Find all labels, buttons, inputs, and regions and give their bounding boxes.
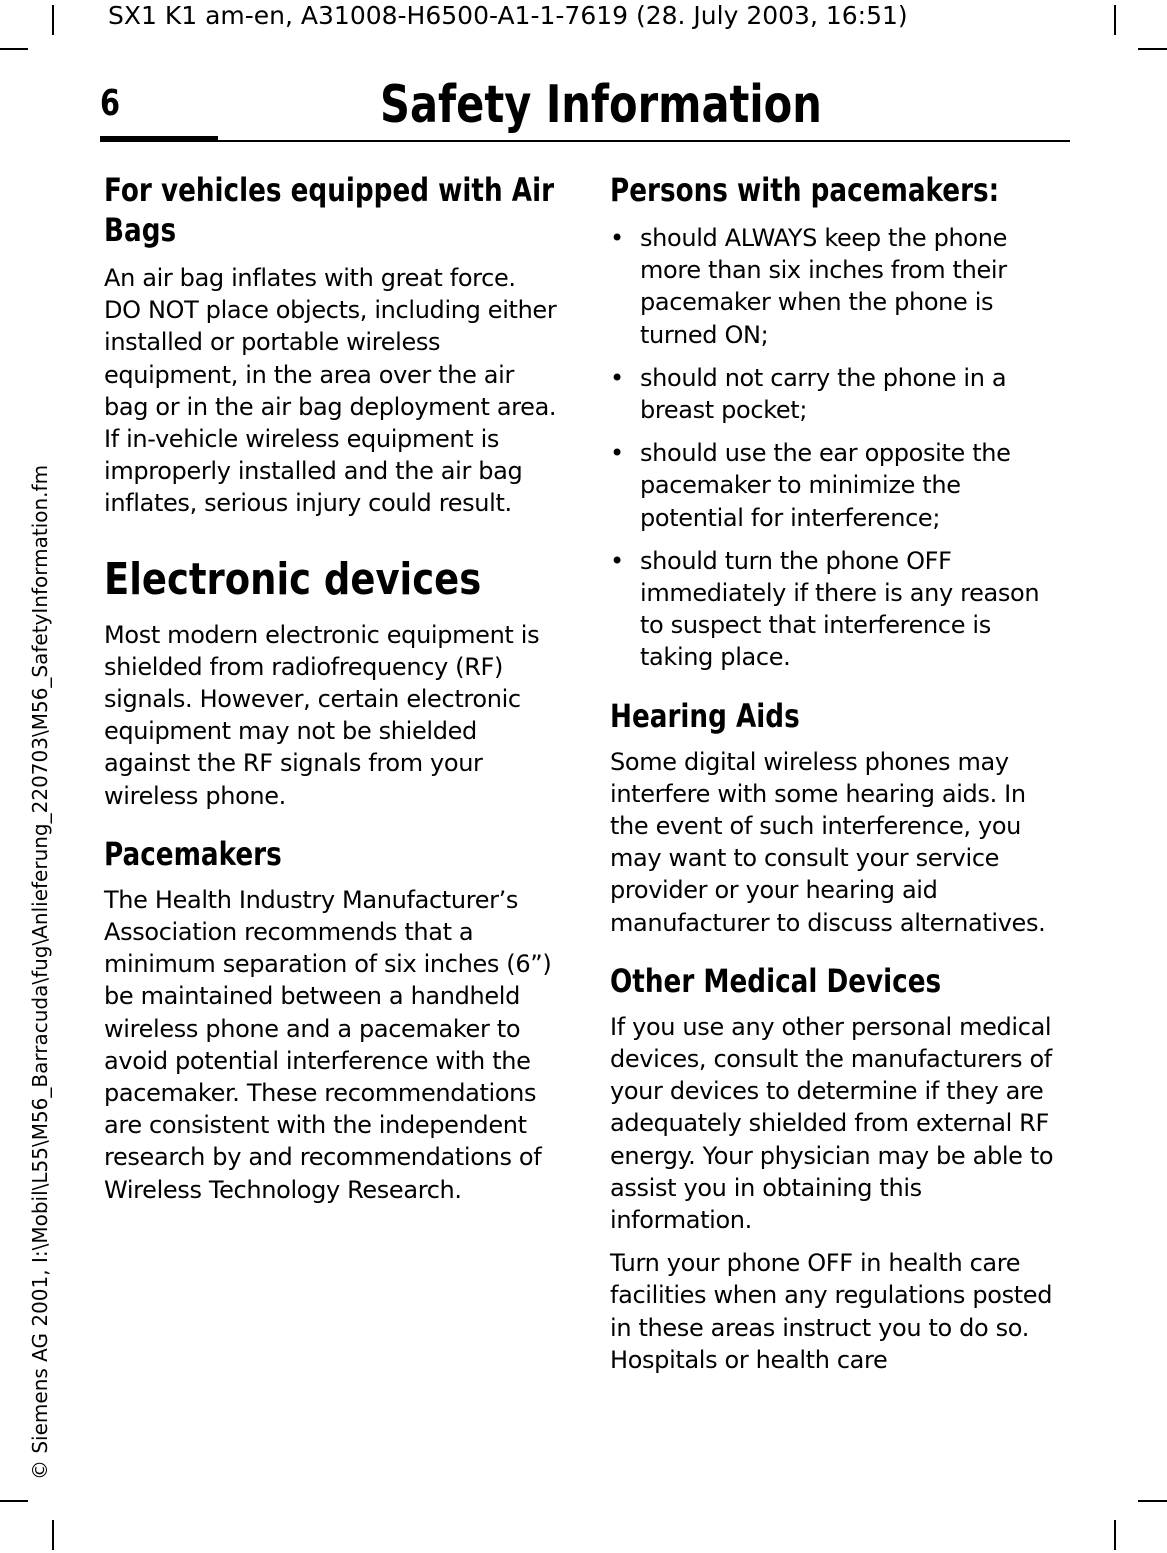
list-item: • should not carry the phone in a breast pocket; xyxy=(610,362,1065,426)
other-medical-devices-paragraph: If you use any other personal medical devices, consult the manufacturers of your devices to determine if they are adequately shielded from external RF energy. Your physician may be able to assist you in obtaining this information. xyxy=(610,1012,1054,1235)
electronic-devices-paragraph: Most modern electronic equipment is shielded from radiofrequency (RF) signals. However, certain electronic equipment may not be shielded against the RF signals from your wireless phone. xyxy=(104,620,540,810)
airbags-paragraph: An air bag inflates with great force. DO NOT place objects, including either installed or portable wireless equipment, in the area over the air bag or in the air bag deployment area. If in-vehicle wireless equipment is improperly installed and the air bag inflates, serious injury could result. xyxy=(104,264,557,518)
crop-mark xyxy=(1138,1500,1167,1502)
airbags-heading: For vehicles equipped with Air Bags xyxy=(104,171,555,249)
list-item: • should ALWAYS keep the phone more than six inches from their pacemaker when the phone is turned ON; xyxy=(610,222,1065,351)
hearing-aids-heading: Hearing Aids xyxy=(610,696,800,735)
pacemaker-bullet-list xyxy=(610,222,1065,674)
crop-mark xyxy=(0,48,28,50)
crop-mark xyxy=(1138,48,1167,50)
side-copyright-path: © Siemens AG 2001, I:\Mobil\L55\M56_Barracuda\fug\Anlieferung_220703\M56_SafetyInformation.fm xyxy=(28,464,52,1480)
left-column xyxy=(104,170,559,1206)
header-rule xyxy=(218,140,1070,142)
page-title: Safety Information xyxy=(380,75,822,135)
crop-mark xyxy=(0,1500,28,1502)
print-header-info: SX1 K1 am-en, A31008-H6500-A1-1-7619 (28. July 2003, 16:51) xyxy=(108,1,908,30)
other-medical-devices-heading: Other Medical Devices xyxy=(610,961,942,1000)
crop-mark xyxy=(52,5,54,35)
persons-with-pacemakers-heading: Persons with pacemakers: xyxy=(610,171,1000,209)
crop-mark xyxy=(1114,1520,1116,1550)
crop-mark xyxy=(1114,5,1116,35)
electronic-devices-heading: Electronic devices xyxy=(104,553,482,605)
header-rule-thick xyxy=(100,136,218,142)
crop-mark xyxy=(52,1520,54,1550)
pacemakers-paragraph: The Health Industry Manufacturer’s Association recommends that a minimum separation of six inches (6”) be maintained between a handheld wireless phone and a pacemaker to avoid potential interference with the pacemaker. These recommendations are consistent with the independent research by and recommendations of Wireless Technology Research. xyxy=(104,885,552,1204)
hearing-aids-paragraph: Some digital wireless phones may interfere with some hearing aids. In the event of such interference, you may want to consult your service provider or your hearing aid manufacturer to discuss alternatives. xyxy=(610,747,1046,937)
list-item: • should turn the phone OFF immediately if there is any reason to suspect that interference is taking place. xyxy=(610,545,1065,674)
right-column xyxy=(610,170,1065,1376)
pacemakers-heading: Pacemakers xyxy=(104,834,282,873)
health-care-paragraph: Turn your phone OFF in health care facilities when any regulations posted in these areas instruct you to do so. Hospitals or health care xyxy=(610,1249,1053,1374)
list-item: • should use the ear opposite the pacemaker to minimize the potential for interference; xyxy=(610,437,1065,534)
page-number: 6 xyxy=(100,83,121,124)
